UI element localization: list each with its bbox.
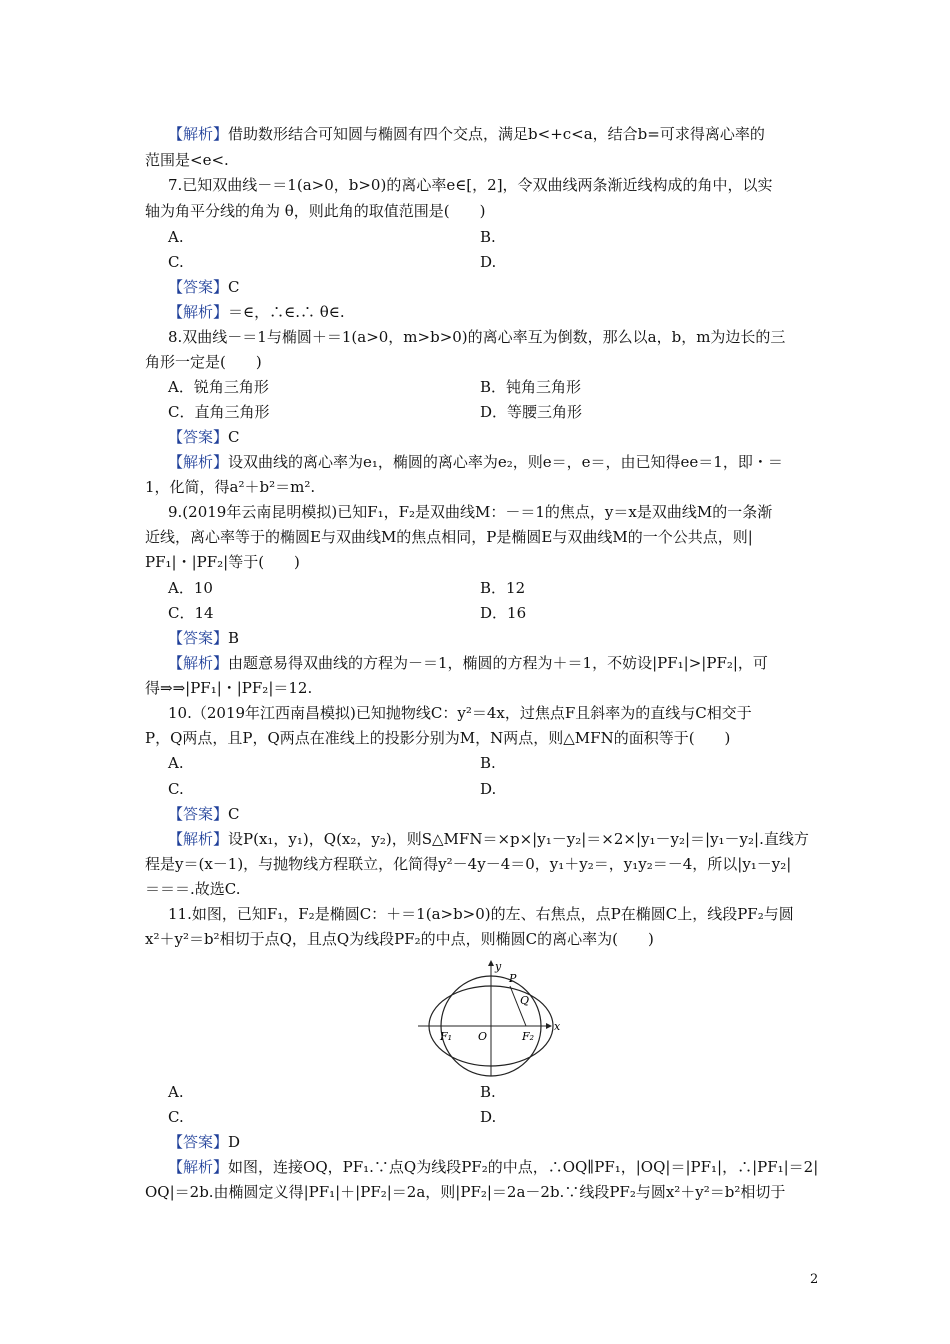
q10-analysis-line3: ＝＝＝.故选C. bbox=[145, 880, 241, 898]
q8-analysis-line2: 1，化简，得a²＋b²＝m². bbox=[145, 478, 316, 496]
q11-analysis-line2: OQ|＝2b.由椭圆定义得|PF₁|＋|PF₂|＝2a，则|PF₂|＝2a－2b.∵线段PF₂与圆x²＋y²＝b²相切于 bbox=[145, 1183, 786, 1201]
q7-analysis-text: ＝∈，∴∈.∴ θ∈. bbox=[228, 303, 345, 321]
label-x: x bbox=[554, 1020, 561, 1033]
q11-answer bbox=[168, 1132, 240, 1152]
q10-answer bbox=[168, 804, 240, 824]
q11-option-c: C. bbox=[168, 1108, 184, 1126]
q7-option-a: A. bbox=[168, 228, 184, 246]
analysis-tag: 【解析】 bbox=[168, 453, 229, 471]
page-number: 2 bbox=[810, 1272, 819, 1287]
q11-stem-line2: x²＋y²＝b²相切于点Q，且点Q为线段PF₂的中点，则椭圆C的离心率为( ) bbox=[145, 930, 654, 948]
analysis-tag: 【解析】 bbox=[168, 1158, 229, 1176]
q7-option-b: B. bbox=[480, 228, 496, 246]
q9-stem-line1: 9.(2019年云南昆明模拟)已知F₁，F₂是双曲线M：－＝1的焦点，y＝x是双曲线M的一条渐 bbox=[168, 503, 773, 521]
q9-option-b: B．12 bbox=[480, 579, 526, 597]
label-f1: F₁ bbox=[440, 1030, 453, 1043]
q7-answer bbox=[168, 277, 240, 297]
q10-answer-value: C bbox=[228, 805, 240, 823]
q8-stem-line2: 角形一定是( ) bbox=[145, 353, 262, 371]
q9-option-c: C．14 bbox=[168, 604, 214, 622]
q7-option-c: C. bbox=[168, 253, 184, 271]
q9-option-a: A．10 bbox=[168, 579, 213, 597]
q8-stem-line1: 8.双曲线－＝1与椭圆＋＝1(a>0，m>b>0)的离心率互为倒数，那么以a，b，m为边长的三 bbox=[168, 328, 786, 346]
q6-analysis-text: 借助数形结合可知圆与椭圆有四个交点，满足b<+c<a，结合b=可求得离心率的 bbox=[228, 125, 765, 143]
q9-analysis-text: 由题意易得双曲线的方程为－＝1，椭圆的方程为＋＝1，不妨设|PF₁|>|PF₂|，可 bbox=[228, 654, 768, 672]
q9-answer bbox=[168, 628, 239, 648]
q7-stem-line1: 7.已知双曲线－＝1(a>0，b>0)的离心率e∈[，2]，令双曲线两条渐近线构成的角中，以实 bbox=[168, 176, 773, 194]
q7-stem-line2: 轴为角平分线的角为 θ，则此角的取值范围是( ) bbox=[145, 202, 486, 220]
q7-option-d: D. bbox=[480, 253, 497, 271]
answer-tag: 【答案】 bbox=[168, 278, 229, 296]
q6-analysis-line2: 范围是<e<. bbox=[145, 151, 229, 169]
q10-option-b: B. bbox=[480, 754, 496, 772]
q9-answer-value: B bbox=[228, 629, 240, 647]
q6-analysis-line1 bbox=[168, 124, 765, 144]
analysis-tag: 【解析】 bbox=[168, 125, 229, 143]
label-f2: F₂ bbox=[522, 1030, 535, 1043]
q8-option-b: B．钝角三角形 bbox=[480, 378, 582, 396]
y-axis-arrow bbox=[488, 960, 494, 966]
answer-tag: 【答案】 bbox=[168, 428, 229, 446]
q11-option-d: D. bbox=[480, 1108, 497, 1126]
q7-answer-value: C bbox=[228, 278, 240, 296]
label-y: y bbox=[495, 960, 502, 973]
q7-analysis bbox=[168, 302, 345, 322]
q9-stem-line3: PF₁|・|PF₂|等于( ) bbox=[145, 553, 300, 571]
q8-answer bbox=[168, 427, 240, 447]
label-o: O bbox=[478, 1030, 488, 1043]
q11-analysis-line1 bbox=[168, 1157, 818, 1177]
q10-option-d: D. bbox=[480, 780, 497, 798]
analysis-tag: 【解析】 bbox=[168, 654, 229, 672]
q10-option-a: A. bbox=[168, 754, 184, 772]
analysis-tag: 【解析】 bbox=[168, 830, 229, 848]
q9-stem-line2: 近线，离心率等于的椭圆E与双曲线M的焦点相同，P是椭圆E与双曲线M的一个公共点，则| bbox=[145, 528, 753, 546]
analysis-tag: 【解析】 bbox=[168, 303, 229, 321]
q11-analysis-text: 如图，连接OQ，PF₁.∵点Q为线段PF₂的中点，∴OQ∥PF₁，|OQ|＝|PF₁|，∴|PF₁|＝2| bbox=[228, 1158, 819, 1176]
q9-analysis-line2: 得⇒⇒|PF₁|・|PF₂|＝12. bbox=[145, 679, 313, 697]
answer-tag: 【答案】 bbox=[168, 805, 229, 823]
q9-analysis-line1 bbox=[168, 653, 768, 673]
label-q: Q bbox=[520, 994, 530, 1007]
q10-analysis-line2: 程是y＝(x－1)，与抛物线方程联立，化简得y²－4y－4＝0，y₁＋y₂＝，y₁y₂＝－4，所以|y₁－y₂| bbox=[145, 855, 792, 873]
ellipse-circle-figure bbox=[418, 958, 568, 1078]
q11-stem-line1: 11.如图，已知F₁，F₂是椭圆C：＋＝1(a>b>0)的左、右焦点，点P在椭圆C上，线段PF₂与圆 bbox=[168, 905, 794, 923]
q8-answer-value: C bbox=[228, 428, 240, 446]
q8-option-d: D．等腰三角形 bbox=[480, 403, 583, 421]
q8-option-c: C．直角三角形 bbox=[168, 403, 270, 421]
q11-option-b: B. bbox=[480, 1083, 496, 1101]
q9-option-d: D．16 bbox=[480, 604, 527, 622]
answer-tag: 【答案】 bbox=[168, 629, 229, 647]
q10-analysis-line1 bbox=[168, 829, 809, 849]
x-axis-arrow bbox=[546, 1023, 552, 1029]
q10-analysis-text: 设P(x₁，y₁)，Q(x₂，y₂)，则S△MFN＝×p×|y₁－y₂|＝×2×|y₁－y₂|＝|y₁－y₂|.直线方 bbox=[228, 830, 809, 848]
q10-stem-line1: 10.（2019年江西南昌模拟)已知抛物线C：y²＝4x，过焦点F且斜率为的直线与C相交于 bbox=[168, 704, 752, 722]
q11-answer-value: D bbox=[228, 1133, 241, 1151]
q10-stem-line2: P，Q两点，且P，Q两点在准线上的投影分别为M，N两点，则△MFN的面积等于( ) bbox=[145, 729, 731, 747]
q11-option-a: A. bbox=[168, 1083, 184, 1101]
answer-tag: 【答案】 bbox=[168, 1133, 229, 1151]
q10-option-c: C. bbox=[168, 780, 184, 798]
q8-option-a: A．锐角三角形 bbox=[168, 378, 269, 396]
label-p: P bbox=[509, 972, 517, 985]
q8-analysis-text: 设双曲线的离心率为e₁，椭圆的离心率为e₂，则e＝，e＝，由已知得ee＝1，即・＝ bbox=[228, 453, 783, 471]
q8-analysis-line1 bbox=[168, 452, 783, 472]
